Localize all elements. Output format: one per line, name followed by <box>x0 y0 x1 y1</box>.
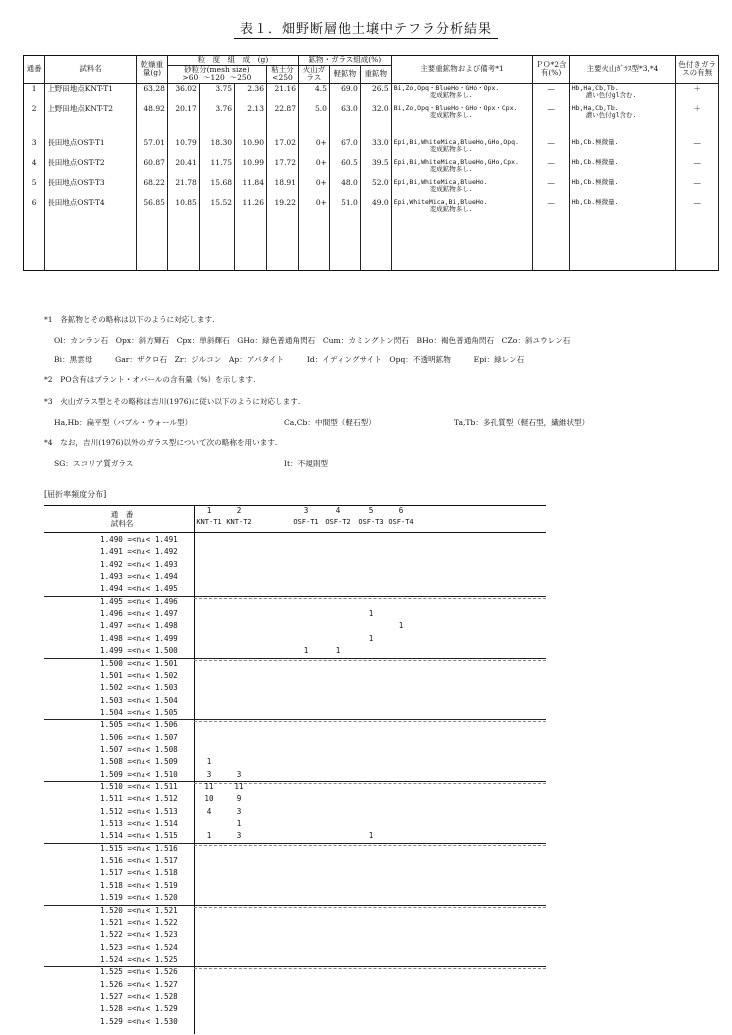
range-label: 1.523 =<n₄< 1.524 <box>100 942 178 952</box>
colored-glass-flag: — <box>676 158 719 178</box>
frequency-count: 10 <box>204 794 214 804</box>
sample-name: 長田地点OST-T4 <box>45 198 137 218</box>
glass-type <box>569 198 676 218</box>
frequency-count: 1 <box>236 819 242 829</box>
remarks-line-1: Epi,WhiteMica,Bi,BlueHo. <box>393 197 488 206</box>
note-3-type-c: Ta,Tb：多孔質型（軽石型，繊維状型） <box>454 418 590 427</box>
silt-fraction: 19.22 <box>266 198 298 218</box>
column-number: 2 <box>236 506 242 515</box>
dry-weight: 60.87 <box>136 158 167 178</box>
glass-type-line-1: Hb,Ha,Cb,Tb. <box>571 103 619 112</box>
column-number: 1 <box>206 506 212 515</box>
remarks-line-2: 変成鉱物多し. <box>429 91 473 100</box>
silt-fraction: 17.72 <box>266 158 298 178</box>
sample-name: 長田地点OST-T1 <box>45 138 137 158</box>
sand-250: 2.36 <box>235 83 267 104</box>
sand-120: 11.75 <box>199 158 234 178</box>
note-1-minerals-a: Ol：カンラン石 Opx：斜方輝石 Cpx：単斜輝石 GHo：緑色普通角閃石 Cum：カミングトン閃石 BHo：褐色普通角閃石 CZo：斜ユウレン石 <box>54 336 571 345</box>
note-4-it: It：不規則型 <box>284 459 329 468</box>
range-label: 1.517 =<n₄< 1.518 <box>100 868 178 878</box>
dry-weight: 63.28 <box>136 83 167 104</box>
range-label: 1.509 =<n₄< 1.510 <box>100 769 178 779</box>
remarks-line-2: 変成鉱物多し. <box>429 145 473 154</box>
header-silt: 粘土分 <250 <box>266 65 298 83</box>
volcanic-glass-pct: 4.5 <box>298 83 329 104</box>
sand-60: 10.85 <box>167 198 199 218</box>
group-divider-dashed <box>194 660 546 661</box>
header-grain-group: 粒 度 組 成 (g) <box>167 56 298 66</box>
range-label: 1.518 =<n₄< 1.519 <box>100 880 178 890</box>
glass-type-line-1: Hb,Cb.極微量. <box>571 157 619 166</box>
range-label: 1.501 =<n₄< 1.502 <box>100 670 178 680</box>
sand-120: 3.76 <box>199 104 234 124</box>
sand-60: 20.17 <box>167 104 199 124</box>
range-label: 1.527 =<n₄< 1.528 <box>100 991 178 1001</box>
frequency-count: 11 <box>204 782 214 791</box>
group-divider <box>44 658 546 659</box>
range-label: 1.497 =<n₄< 1.498 <box>100 621 178 631</box>
frequency-count: 1 <box>368 633 374 643</box>
heavy-mineral-pct: 26.5 <box>360 83 391 104</box>
frequency-count: 1 <box>335 646 341 656</box>
group-divider-dashed <box>194 598 546 599</box>
range-label: 1.519 =<n₄< 1.520 <box>100 893 178 903</box>
sample-name: 上野田地点KNT-T1 <box>45 83 137 104</box>
note-1-minerals-b: Bi：黒雲母 Gar：ザクロ石 Zr：ジルコン Ap：アパタイト Id：イディングサイト Opq：不透明鉱物 Epi：緑レン石 <box>54 355 525 364</box>
heavy-mineral-pct: 33.0 <box>360 138 391 158</box>
frequency-count: 1 <box>398 621 404 631</box>
column-number: 5 <box>368 506 374 515</box>
colored-glass-flag: — <box>676 138 719 158</box>
heavy-mineral-pct: 49.0 <box>360 198 391 218</box>
colored-glass-flag: ＋ <box>676 83 719 104</box>
remarks <box>391 158 533 178</box>
light-mineral-pct: 63.0 <box>329 104 360 124</box>
row-number: 1 <box>24 83 45 104</box>
range-label: 1.494 =<n₄< 1.495 <box>100 584 178 594</box>
header-colored-glass: 色付きガラスの有無 <box>676 56 719 84</box>
row-number: 5 <box>24 178 45 198</box>
silt-fraction: 17.02 <box>266 138 298 158</box>
range-label: 1.529 =<n₄< 1.530 <box>100 1016 178 1026</box>
note-3: *3 火山ガラス型とその略称は吉川(1976)に従い以下のように対応します. <box>44 397 301 406</box>
remarks-line-2: 変成鉱物多し. <box>429 205 473 214</box>
sand-250: 2.13 <box>235 104 267 124</box>
volcanic-glass-pct: 0+ <box>298 178 329 198</box>
silt-fraction: 22.87 <box>266 104 298 124</box>
volcanic-glass-pct: 5.0 <box>298 104 329 124</box>
header-light-mineral: 軽鉱物 <box>329 65 360 83</box>
table-row <box>24 198 719 218</box>
table-row <box>24 178 719 198</box>
label-divider <box>194 506 195 1034</box>
heavy-mineral-pct: 39.5 <box>360 158 391 178</box>
remarks-line-2: 変成鉱物多し. <box>429 111 473 120</box>
column-sample-name: KNT-T2 <box>226 518 252 526</box>
note-4-sg: SG：スコリア質ガラス <box>54 459 134 468</box>
range-label: 1.510 =<n₄< 1.511 <box>100 782 178 791</box>
range-label: 1.522 =<n₄< 1.523 <box>100 930 178 940</box>
po-content: — <box>533 178 569 198</box>
remarks-line-2: 変成鉱物多し. <box>429 185 473 194</box>
range-label: 1.521 =<n₄< 1.522 <box>100 917 178 927</box>
row-number: 6 <box>24 198 45 218</box>
header-sand: 砂粒分(mesh size) >60 〜120 〜250 <box>167 65 266 83</box>
header-divider <box>44 532 546 533</box>
column-number: 3 <box>303 506 309 515</box>
corner-no-label: 通 番 <box>110 510 134 519</box>
column-sample-name: OSF-T3 <box>358 518 384 526</box>
sand-250: 11.26 <box>235 198 267 218</box>
glass-type <box>569 104 676 124</box>
group-divider <box>44 905 546 906</box>
po-content: — <box>533 104 569 124</box>
frequency-count: 1 <box>368 609 374 619</box>
range-label: 1.528 =<n₄< 1.529 <box>100 1004 178 1014</box>
frequency-count: 1 <box>368 831 374 841</box>
table-row <box>24 158 719 178</box>
frequency-count: 3 <box>236 769 242 779</box>
note-4: *4 なお，吉川(1976)以外のガラス型について次の略称を用います. <box>44 438 278 447</box>
refractive-index-table <box>44 505 546 1034</box>
colored-glass-flag: — <box>676 178 719 198</box>
glass-type-line-1: Hb,Ha,Cb,Tb. <box>571 83 619 92</box>
remarks-line-2: 変成鉱物多し. <box>429 165 473 174</box>
sand-60: 20.41 <box>167 158 199 178</box>
range-label: 1.525 =<n₄< 1.526 <box>100 967 178 977</box>
column-sample-name: KNT-T1 <box>196 518 222 526</box>
header-dry-weight: 乾燥重量(g) <box>136 56 167 84</box>
light-mineral-pct: 51.0 <box>329 198 360 218</box>
header-mineral-group: 鉱物・ガラス組成(%) <box>298 56 391 66</box>
range-label: 1.505 =<n₄< 1.506 <box>100 720 178 730</box>
sand-120: 15.68 <box>199 178 234 198</box>
glass-type-line-1: Hb,Cb.極微量. <box>571 177 619 186</box>
remarks-line-1: Epi,Bi,WhiteMica,BlueHo,GHo,Cpx. <box>393 157 519 166</box>
range-label: 1.520 =<n₄< 1.521 <box>100 905 178 915</box>
column-sample-name: OSF-T2 <box>325 518 351 526</box>
note-3-type-a: Ha,Hb：扁平型（バブル・ウォール型） <box>54 418 193 427</box>
note-1: *1 各鉱物とその略称は以下のように対応します. <box>44 315 215 324</box>
range-label: 1.493 =<n₄< 1.494 <box>100 572 178 582</box>
column-number: 4 <box>335 506 341 515</box>
heavy-mineral-pct: 32.0 <box>360 104 391 124</box>
corner-sample-label: 試料名 <box>110 519 134 529</box>
glass-type <box>569 158 676 178</box>
dry-weight: 57.01 <box>136 138 167 158</box>
dry-weight: 56.85 <box>136 198 167 218</box>
column-sample-name: OSF-T1 <box>293 518 319 526</box>
header-remarks: 主要重鉱物および備考*1 <box>391 56 533 84</box>
sand-60: 21.78 <box>167 178 199 198</box>
frequency-count: 11 <box>234 782 244 791</box>
row-number: 4 <box>24 158 45 178</box>
note-2: *2 PO含有はプラント・オパールの含有量（%）を示します. <box>44 375 256 384</box>
remarks-line-1: Epi,Bi,WhiteMica,BlueHo. <box>393 177 488 186</box>
range-label: 1.503 =<n₄< 1.504 <box>100 695 178 705</box>
range-label: 1.499 =<n₄< 1.500 <box>100 646 178 656</box>
group-divider-dashed <box>194 845 546 846</box>
sand-60: 10.79 <box>167 138 199 158</box>
distribution-corner <box>72 510 172 528</box>
sand-120: 3.75 <box>199 83 234 104</box>
colored-glass-flag: ＋ <box>676 104 719 124</box>
range-label: 1.516 =<n₄< 1.517 <box>100 856 178 866</box>
light-mineral-pct: 67.0 <box>329 138 360 158</box>
glass-type-line-1: Hb,Cb.極微量. <box>571 197 619 206</box>
po-content: — <box>533 198 569 218</box>
range-label: 1.526 =<n₄< 1.527 <box>100 979 178 989</box>
range-label: 1.506 =<n₄< 1.507 <box>100 732 178 742</box>
sand-120: 18.30 <box>199 138 234 158</box>
table-row <box>24 138 719 158</box>
remarks <box>391 178 533 198</box>
silt-fraction: 18.91 <box>266 178 298 198</box>
range-label: 1.491 =<n₄< 1.492 <box>100 547 178 557</box>
remarks <box>391 138 533 158</box>
range-label: 1.508 =<n₄< 1.509 <box>100 757 178 767</box>
frequency-count: 4 <box>206 806 212 816</box>
sand-250: 10.99 <box>235 158 267 178</box>
range-label: 1.500 =<n₄< 1.501 <box>100 658 178 668</box>
range-label: 1.490 =<n₄< 1.491 <box>100 535 178 544</box>
header-po: ＰＯ*2含有(%) <box>533 56 569 84</box>
dry-weight: 68.22 <box>136 178 167 198</box>
group-divider <box>44 719 546 720</box>
group-divider <box>44 781 546 782</box>
range-label: 1.511 =<n₄< 1.512 <box>100 794 178 804</box>
frequency-count: 3 <box>236 831 242 841</box>
sample-name: 上野田地点KNT-T2 <box>45 104 137 124</box>
table-row <box>24 83 719 104</box>
group-divider <box>44 596 546 597</box>
volcanic-glass-pct: 0+ <box>298 158 329 178</box>
sand-60: 36.02 <box>167 83 199 104</box>
range-label: 1.514 =<n₄< 1.515 <box>100 831 178 841</box>
distribution-title: [屈折率頻度分布] <box>44 490 107 499</box>
frequency-count: 3 <box>206 769 212 779</box>
range-label: 1.512 =<n₄< 1.513 <box>100 806 178 816</box>
remarks-line-1: Bi,Zo,Opq・BlueHo・GHo・Opx. <box>393 83 500 92</box>
header-sample: 試料名 <box>45 56 137 84</box>
sand-250: 11.84 <box>235 178 267 198</box>
frequency-count: 9 <box>236 794 242 804</box>
frequency-count: 1 <box>303 646 309 656</box>
glass-type <box>569 83 676 104</box>
volcanic-glass-pct: 0+ <box>298 138 329 158</box>
dry-weight: 48.92 <box>136 104 167 124</box>
column-number: 6 <box>398 506 404 515</box>
group-divider <box>44 843 546 844</box>
group-divider-dashed <box>194 968 546 969</box>
table-row <box>24 104 719 124</box>
range-label: 1.496 =<n₄< 1.497 <box>100 609 178 619</box>
remarks <box>391 83 533 104</box>
remarks-line-1: Bi,Zo,Opq・BlueHo・GHo・Opx・Cpx. <box>393 103 518 112</box>
row-number: 3 <box>24 138 45 158</box>
group-divider-dashed <box>194 783 546 784</box>
glass-type-line-2: 濃い色付gl含む. <box>585 91 637 100</box>
light-mineral-pct: 60.5 <box>329 158 360 178</box>
remarks-line-1: Epi,Bi,WhiteMica,BlueHo,GHo,Opq. <box>393 137 519 146</box>
range-label: 1.515 =<n₄< 1.516 <box>100 843 178 853</box>
remarks <box>391 104 533 124</box>
glass-type <box>569 178 676 198</box>
sample-name: 長田地点OST-T3 <box>45 178 137 198</box>
range-label: 1.504 =<n₄< 1.505 <box>100 707 178 717</box>
glass-type-line-2: 濃い色付gl含む. <box>585 111 637 120</box>
analysis-table <box>23 55 719 271</box>
group-divider <box>44 966 546 967</box>
silt-fraction: 21.16 <box>266 83 298 104</box>
sand-120: 15.52 <box>199 198 234 218</box>
glass-type <box>569 138 676 158</box>
range-label: 1.495 =<n₄< 1.496 <box>100 596 178 606</box>
light-mineral-pct: 69.0 <box>329 83 360 104</box>
range-label: 1.513 =<n₄< 1.514 <box>100 819 178 829</box>
range-label: 1.498 =<n₄< 1.499 <box>100 633 178 643</box>
page-title: 表１．畑野断層他土壌中テフラ分析結果 <box>0 18 732 37</box>
range-label: 1.502 =<n₄< 1.503 <box>100 683 178 693</box>
po-content: — <box>533 138 569 158</box>
frequency-count: 1 <box>206 831 212 841</box>
group-divider-dashed <box>194 907 546 908</box>
frequency-count: 3 <box>236 806 242 816</box>
remarks <box>391 198 533 218</box>
glass-type-line-1: Hb,Cb.極微量. <box>571 137 619 146</box>
light-mineral-pct: 48.0 <box>329 178 360 198</box>
heavy-mineral-pct: 52.0 <box>360 178 391 198</box>
po-content: — <box>533 158 569 178</box>
sand-250: 10.90 <box>235 138 267 158</box>
po-content: — <box>533 83 569 104</box>
colored-glass-flag: — <box>676 198 719 218</box>
header-volcanic-glass: 火山ガラス <box>298 65 329 83</box>
volcanic-glass-pct: 0+ <box>298 198 329 218</box>
row-number: 2 <box>24 104 45 124</box>
frequency-count: 1 <box>206 757 212 767</box>
range-label: 1.507 =<n₄< 1.508 <box>100 744 178 754</box>
range-label: 1.492 =<n₄< 1.493 <box>100 559 178 569</box>
header-glass-type: 主要火山ｶﾞﾗｽ型*3,*4 <box>569 56 676 84</box>
header-heavy-mineral: 重鉱物 <box>360 65 391 83</box>
sample-name: 長田地点OST-T2 <box>45 158 137 178</box>
header-no: 通番 <box>24 56 45 84</box>
group-divider-dashed <box>194 721 546 722</box>
note-3-type-b: Ca,Cb：中間型（軽石型） <box>284 418 376 427</box>
column-sample-name: OSF-T4 <box>388 518 414 526</box>
range-label: 1.524 =<n₄< 1.525 <box>100 954 178 964</box>
